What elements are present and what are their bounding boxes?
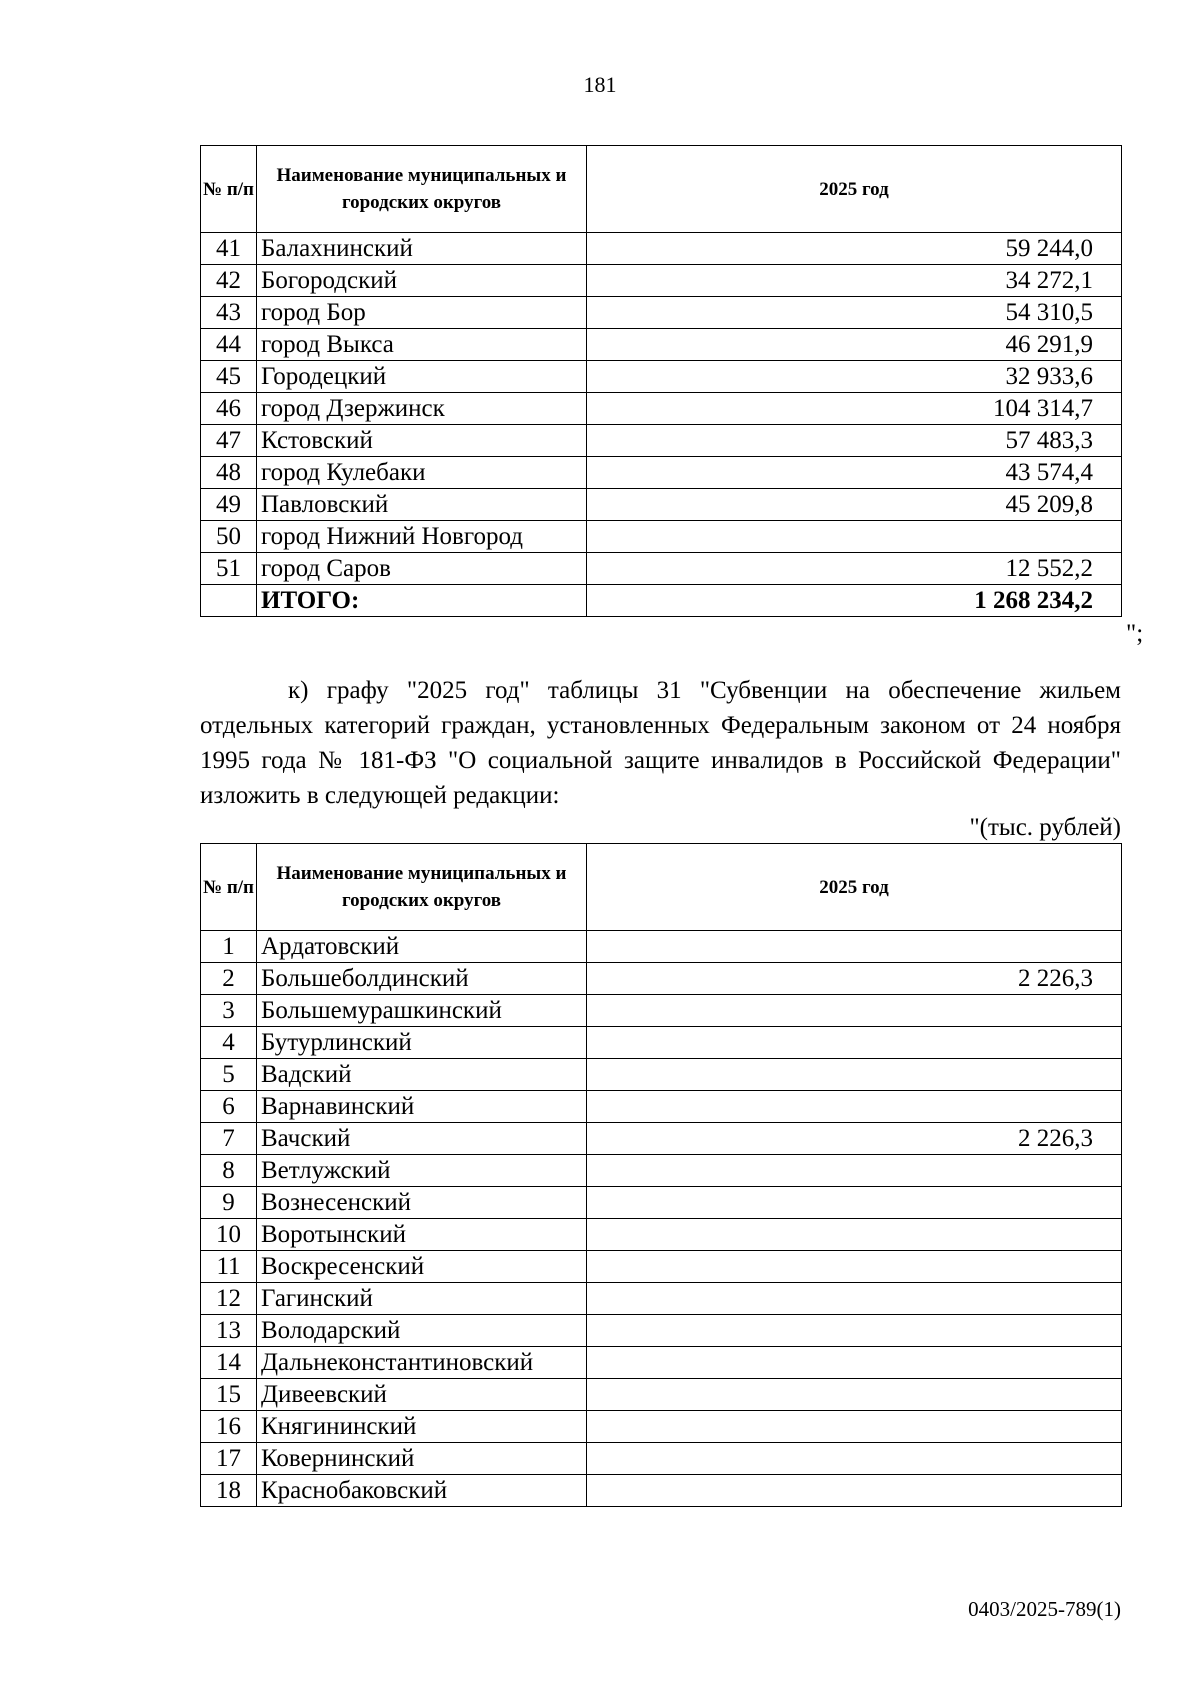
row-number: 41 xyxy=(201,233,257,265)
district-name: Вознесенский xyxy=(257,1187,587,1219)
amount-value xyxy=(587,1027,1122,1059)
column-header-name: Наименование муниципальных и городских округов xyxy=(257,844,587,931)
district-name: Кстовский xyxy=(257,425,587,457)
district-name: Воскресенский xyxy=(257,1251,587,1283)
table-row xyxy=(201,425,1122,457)
row-number: 7 xyxy=(201,1123,257,1155)
district-name: город Выкса xyxy=(257,329,587,361)
table-row xyxy=(201,1347,1122,1379)
column-header-year: 2025 год xyxy=(587,146,1122,233)
table-row xyxy=(201,1283,1122,1315)
row-number: 3 xyxy=(201,995,257,1027)
amount-value xyxy=(587,1091,1122,1123)
table-row xyxy=(201,1251,1122,1283)
row-number: 16 xyxy=(201,1411,257,1443)
district-name: Балахнинский xyxy=(257,233,587,265)
district-name: Дивеевский xyxy=(257,1379,587,1411)
table-row xyxy=(201,1059,1122,1091)
amount-value xyxy=(587,1059,1122,1091)
amount-value: 34 272,1 xyxy=(587,265,1122,297)
district-name: Бутурлинский xyxy=(257,1027,587,1059)
district-name: Варнавинский xyxy=(257,1091,587,1123)
total-number xyxy=(201,585,257,617)
amount-value: 12 552,2 xyxy=(587,553,1122,585)
amount-value: 46 291,9 xyxy=(587,329,1122,361)
table-row xyxy=(201,393,1122,425)
amount-value xyxy=(587,1443,1122,1475)
row-number: 12 xyxy=(201,1283,257,1315)
district-name: Богородский xyxy=(257,265,587,297)
table-row xyxy=(201,553,1122,585)
row-number: 4 xyxy=(201,1027,257,1059)
row-number: 1 xyxy=(201,931,257,963)
district-name: Володарский xyxy=(257,1315,587,1347)
column-header-name: Наименование муниципальных и городских округов xyxy=(257,146,587,233)
row-number: 8 xyxy=(201,1155,257,1187)
row-number: 49 xyxy=(201,489,257,521)
row-number: 50 xyxy=(201,521,257,553)
row-number: 18 xyxy=(201,1475,257,1507)
district-name: город Нижний Новгород xyxy=(257,521,587,553)
district-name: Большемурашкинский xyxy=(257,995,587,1027)
row-number: 42 xyxy=(201,265,257,297)
amount-value xyxy=(587,1219,1122,1251)
row-number: 14 xyxy=(201,1347,257,1379)
amount-value xyxy=(587,1475,1122,1507)
district-name: Большеболдинский xyxy=(257,963,587,995)
table-row xyxy=(201,1315,1122,1347)
amount-value: 43 574,4 xyxy=(587,457,1122,489)
amount-value: 32 933,6 xyxy=(587,361,1122,393)
unit-label: "(тыс. рублей) xyxy=(969,814,1121,841)
district-name: Воротынский xyxy=(257,1219,587,1251)
column-header-number: № п/п xyxy=(201,146,257,233)
table-row xyxy=(201,1219,1122,1251)
amount-value: 54 310,5 xyxy=(587,297,1122,329)
table-row xyxy=(201,963,1122,995)
row-number: 51 xyxy=(201,553,257,585)
row-number: 44 xyxy=(201,329,257,361)
table-row xyxy=(201,1411,1122,1443)
district-name: город Дзержинск xyxy=(257,393,587,425)
table-row xyxy=(201,1123,1122,1155)
row-number: 9 xyxy=(201,1187,257,1219)
district-name: Краснобаковский xyxy=(257,1475,587,1507)
row-number: 5 xyxy=(201,1059,257,1091)
column-header-number: № п/п xyxy=(201,844,257,931)
district-name: Городецкий xyxy=(257,361,587,393)
row-number: 6 xyxy=(201,1091,257,1123)
amount-value xyxy=(587,931,1122,963)
amount-value xyxy=(587,521,1122,553)
table-row xyxy=(201,1187,1122,1219)
row-number: 15 xyxy=(201,1379,257,1411)
table-row xyxy=(201,457,1122,489)
district-name: Вадский xyxy=(257,1059,587,1091)
amount-value xyxy=(587,1315,1122,1347)
district-name: Ковернинский xyxy=(257,1443,587,1475)
amount-value xyxy=(587,1411,1122,1443)
housing-subventions-table xyxy=(200,843,1122,1507)
amount-value: 2 226,3 xyxy=(587,1123,1122,1155)
amount-value xyxy=(587,1187,1122,1219)
table-row xyxy=(201,1155,1122,1187)
amount-value xyxy=(587,1379,1122,1411)
table-row xyxy=(201,521,1122,553)
row-number: 13 xyxy=(201,1315,257,1347)
total-label: ИТОГО: xyxy=(257,585,587,617)
district-name: Дальнеконстантиновский xyxy=(257,1347,587,1379)
district-name: Вачский xyxy=(257,1123,587,1155)
table-row xyxy=(201,1379,1122,1411)
amount-value xyxy=(587,1283,1122,1315)
table-row xyxy=(201,361,1122,393)
row-number: 10 xyxy=(201,1219,257,1251)
row-number: 2 xyxy=(201,963,257,995)
page-number: 181 xyxy=(583,72,617,97)
table-row xyxy=(201,297,1122,329)
amount-value: 59 244,0 xyxy=(587,233,1122,265)
district-name: город Саров xyxy=(257,553,587,585)
district-name: Гагинский xyxy=(257,1283,587,1315)
document-number: 0403/2025-789(1) xyxy=(968,1597,1121,1621)
table-row xyxy=(201,1027,1122,1059)
table-row xyxy=(201,1443,1122,1475)
row-number: 45 xyxy=(201,361,257,393)
table-row xyxy=(201,233,1122,265)
amount-value xyxy=(587,1251,1122,1283)
amount-value xyxy=(587,995,1122,1027)
amount-value: 2 226,3 xyxy=(587,963,1122,995)
row-number: 43 xyxy=(201,297,257,329)
row-number: 47 xyxy=(201,425,257,457)
amount-value: 45 209,8 xyxy=(587,489,1122,521)
amount-value: 104 314,7 xyxy=(587,393,1122,425)
amount-value: 57 483,3 xyxy=(587,425,1122,457)
row-number: 48 xyxy=(201,457,257,489)
district-name: Княгининский xyxy=(257,1411,587,1443)
district-name: Ветлужский xyxy=(257,1155,587,1187)
amendment-paragraph: к) графу "2025 год" таблицы 31 "Субвенции на обеспечение жильем отдельных категорий граждан, установленных Федеральным законом от 24 ноября 1995 года № 181-ФЗ "О социальной защите инвалидов в Российской Федерации" изложить в следующей редакции: xyxy=(200,677,1121,809)
amount-value xyxy=(587,1155,1122,1187)
column-header-year: 2025 год xyxy=(587,844,1122,931)
district-name: Ардатовский xyxy=(257,931,587,963)
district-name: город Кулебаки xyxy=(257,457,587,489)
subventions-table-continued xyxy=(200,145,1122,617)
district-name: город Бор xyxy=(257,297,587,329)
table-row xyxy=(201,329,1122,361)
closing-quote: "; xyxy=(1126,620,1144,647)
row-number: 46 xyxy=(201,393,257,425)
table-row xyxy=(201,1091,1122,1123)
total-row xyxy=(201,585,1122,617)
row-number: 17 xyxy=(201,1443,257,1475)
district-name: Павловский xyxy=(257,489,587,521)
table-row xyxy=(201,1475,1122,1507)
total-value: 1 268 234,2 xyxy=(587,585,1122,617)
row-number: 11 xyxy=(201,1251,257,1283)
amount-value xyxy=(587,1347,1122,1379)
table-row xyxy=(201,489,1122,521)
table-row xyxy=(201,931,1122,963)
table-row xyxy=(201,995,1122,1027)
table-row xyxy=(201,265,1122,297)
